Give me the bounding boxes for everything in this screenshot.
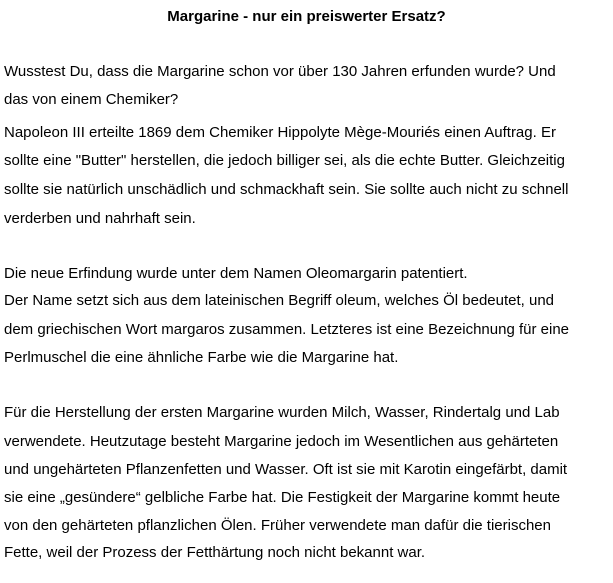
paragraph-3-line-1: Die neue Erfindung wurde unter dem Namen Oleomargarin patentiert. xyxy=(4,265,468,282)
paragraph-4-line-2: verwendete. Heutzutage besteht Margarine jedoch im Wesentlichen aus gehärteten xyxy=(4,433,559,450)
paragraph-4-line-5: von den gehärteten pflanzlichen Ölen. Früher verwendete man dafür die tierischen xyxy=(4,517,551,534)
paragraph-2-line-4: verderben und nahrhaft sein. xyxy=(4,210,196,227)
document-title: Margarine - nur ein preiswerter Ersatz? xyxy=(167,8,446,25)
paragraph-4-line-6: Fette, weil der Prozess der Fetthärtung noch nicht bekannt war. xyxy=(4,544,426,561)
paragraph-1-line-2: das von einem Chemiker? xyxy=(4,91,179,108)
paragraph-3-line-3: dem griechischen Wort margaros zusammen. Letzteres ist eine Bezeichnung für eine xyxy=(4,321,569,338)
paragraph-2-line-3: sollte sie natürlich unschädlich und schmackhaft sein. Sie sollte auch nicht zu schnell xyxy=(4,181,569,198)
paragraph-4-line-4: sie eine „gesündere“ gelbliche Farbe hat. Die Festigkeit der Margarine kommt heute xyxy=(4,489,561,506)
paragraph-4-line-1: Für die Herstellung der ersten Margarine wurden Milch, Wasser, Rindertalg und Lab xyxy=(4,404,560,421)
paragraph-2-line-1: Napoleon III erteilte 1869 dem Chemiker Hippolyte Mège-Mouriés einen Auftrag. Er xyxy=(4,124,556,141)
paragraph-4-line-3: und ungehärteten Pflanzenfetten und Wasser. Oft ist sie mit Karotin eingefärbt, damit xyxy=(4,461,568,478)
paragraph-3-line-2: Der Name setzt sich aus dem lateinischen Begriff oleum, welches Öl bedeutet, und xyxy=(4,292,555,309)
paragraph-3-line-4: Perlmuschel die eine ähnliche Farbe wie die Margarine hat. xyxy=(4,349,399,366)
paragraph-1-line-1: Wusstest Du, dass die Margarine schon vor über 130 Jahren erfunden wurde? Und xyxy=(4,63,556,80)
paragraph-2-line-2: sollte eine "Butter" herstellen, die jedoch billiger sei, als die echte Butter. Gleichzeitig xyxy=(4,152,565,169)
